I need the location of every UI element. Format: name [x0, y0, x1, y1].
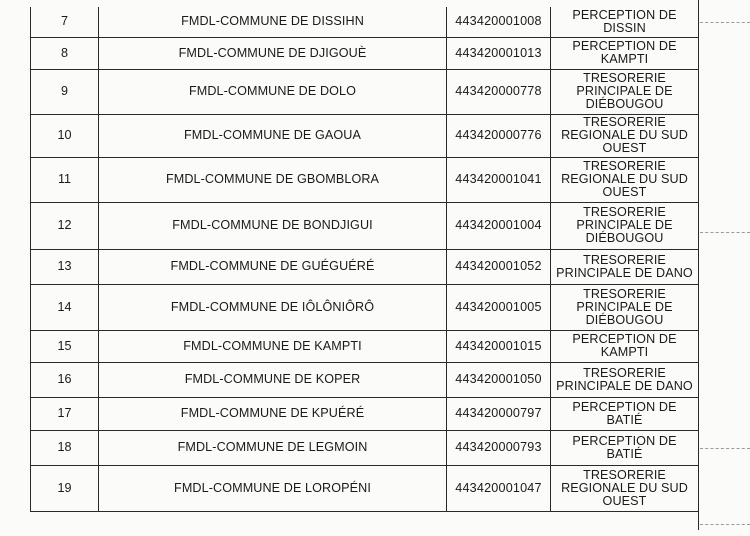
account-code: 443420000776 [447, 114, 551, 157]
row-number: 16 [31, 362, 99, 397]
perception-office: TRESORERIE PRINCIPALE DE DIÉBOUGOU [551, 284, 699, 330]
table-row [31, 7, 699, 37]
commune-name: FMDL-COMMUNE DE GUÉGUÉRÉ [99, 249, 447, 284]
perception-office: TRESORERIE PRINCIPALE DE DANO [551, 249, 699, 284]
commune-name: FMDL-COMMUNE DE LEGMOIN [99, 430, 447, 465]
commune-name: FMDL-COMMUNE DE LOROPÉNI [99, 465, 447, 511]
row-number: 12 [31, 202, 99, 249]
row-number: 11 [31, 157, 99, 202]
margin-dash [700, 232, 750, 233]
account-code: 443420000793 [447, 430, 551, 465]
row-number: 9 [31, 69, 99, 114]
table-row [31, 157, 699, 202]
row-number: 19 [31, 465, 99, 511]
perception-office: TRESORERIE PRINCIPALE DE DANO [551, 362, 699, 397]
commune-name: FMDL-COMMUNE DE BONDJIGUI [99, 202, 447, 249]
account-code: 443420001013 [447, 37, 551, 69]
account-code: 443420000778 [447, 69, 551, 114]
row-number: 13 [31, 249, 99, 284]
perception-office: TRESORERIE REGIONALE DU SUD OUEST [551, 465, 699, 511]
commune-name: FMDL-COMMUNE DE DJIGOUÈ [99, 37, 447, 69]
account-code: 443420000797 [447, 397, 551, 430]
table-row [31, 202, 699, 249]
account-code: 443420001004 [447, 202, 551, 249]
margin-dash [700, 448, 750, 449]
account-code: 443420001050 [447, 362, 551, 397]
perception-office: TRESORERIE REGIONALE DU SUD OUEST [551, 114, 699, 157]
communes-table-body [31, 7, 699, 511]
commune-name: FMDL-COMMUNE DE KPUÉRÉ [99, 397, 447, 430]
account-code: 443420001041 [447, 157, 551, 202]
row-number: 8 [31, 37, 99, 69]
communes-table [30, 7, 699, 512]
account-code: 443420001008 [447, 7, 551, 37]
account-code: 443420001015 [447, 330, 551, 362]
perception-office: TRESORERIE PRINCIPALE DE DIÉBOUGOU [551, 69, 699, 114]
table-row [31, 465, 699, 511]
commune-name: FMDL-COMMUNE DE GAOUA [99, 114, 447, 157]
perception-office: TRESORERIE REGIONALE DU SUD OUEST [551, 157, 699, 202]
perception-office: PERCEPTION DE BATIÉ [551, 430, 699, 465]
account-code: 443420001047 [447, 465, 551, 511]
row-number: 17 [31, 397, 99, 430]
margin-dash [700, 22, 750, 23]
commune-name: FMDL-COMMUNE DE KAMPTI [99, 330, 447, 362]
margin-dash [700, 524, 750, 525]
table-row [31, 362, 699, 397]
row-number: 15 [31, 330, 99, 362]
commune-name: FMDL-COMMUNE DE DOLO [99, 69, 447, 114]
table-row [31, 37, 699, 69]
table-row [31, 330, 699, 362]
commune-name: FMDL-COMMUNE DE GBOMBLORA [99, 157, 447, 202]
table-row [31, 430, 699, 465]
row-number: 18 [31, 430, 99, 465]
perception-office: PERCEPTION DE BATIÉ [551, 397, 699, 430]
table-row [31, 114, 699, 157]
table-row [31, 397, 699, 430]
row-number: 7 [31, 7, 99, 37]
account-code: 443420001005 [447, 284, 551, 330]
table-row [31, 69, 699, 114]
perception-office: PERCEPTION DE KAMPTI [551, 330, 699, 362]
perception-office: TRESORERIE PRINCIPALE DE DIÉBOUGOU [551, 202, 699, 249]
table-row [31, 284, 699, 330]
row-number: 14 [31, 284, 99, 330]
table-row [31, 249, 699, 284]
commune-name: FMDL-COMMUNE DE IÔLÔNIÔRÔ [99, 284, 447, 330]
commune-name: FMDL-COMMUNE DE KOPER [99, 362, 447, 397]
row-number: 10 [31, 114, 99, 157]
perception-office: PERCEPTION DE DISSIN [551, 7, 699, 37]
commune-name: FMDL-COMMUNE DE DISSIHN [99, 7, 447, 37]
perception-office: PERCEPTION DE KAMPTI [551, 37, 699, 69]
account-code: 443420001052 [447, 249, 551, 284]
